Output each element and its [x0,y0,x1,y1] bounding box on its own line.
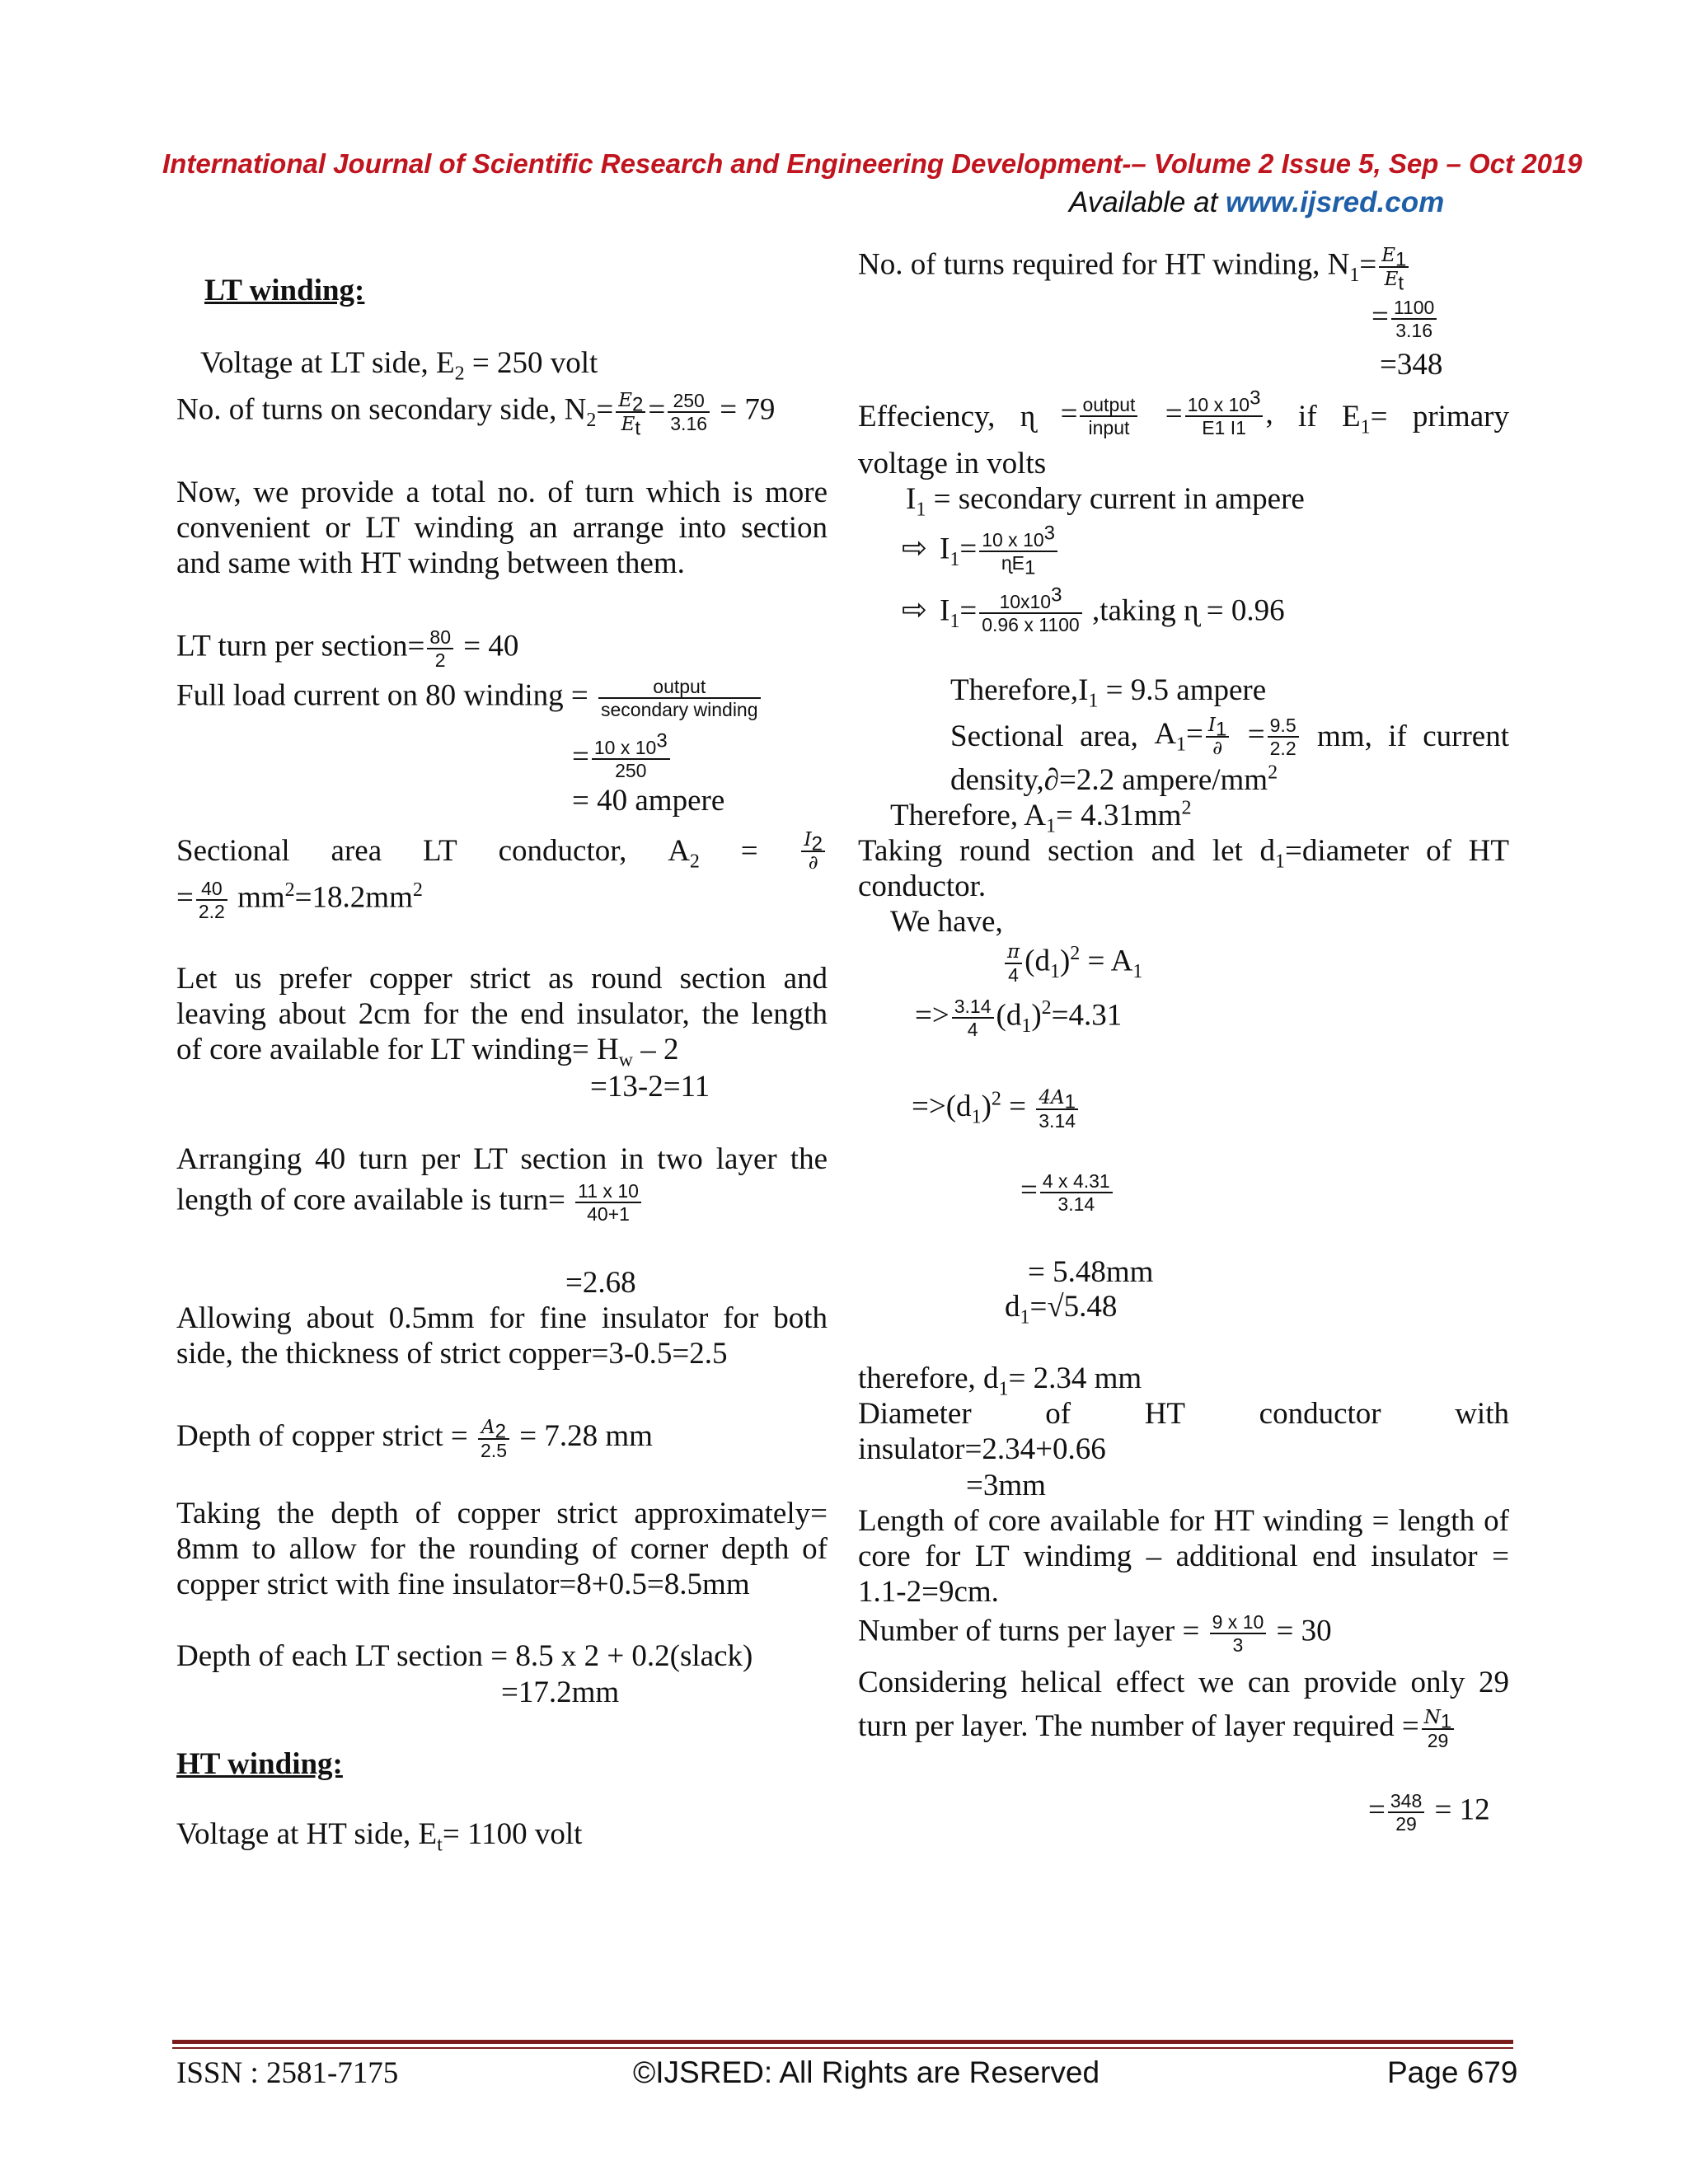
fraction: $\frac{\text{output}}{\text{secondary winding}}$ [598,676,761,720]
core-length-result: =13-2=11 [590,1070,710,1104]
copyright: ©IJSRED: All Rights are Reserved [633,2055,1100,2089]
journal-title: International Journal of Scientific Research and Engineering Development-– Volume 2 Issue 5, Sep – Oct 2019 [162,148,1582,179]
sectional-area-ht: Sectional area, $A_1=$ $\frac{I_1}{\partial}$ = $\frac{9.5}{2.2}$ mm, if current [950,714,1509,759]
d1-root: $d_1=√5.48$ [1005,1290,1118,1329]
fraction: $\frac{9 x 10}{3}$ [1210,1611,1267,1656]
page-number: Page 679 [1387,2055,1518,2089]
fraction: $\frac{40}{2.2}$ [196,878,227,922]
now-paragraph: Now, we provide a total no. of turn which is more convenient or LT winding an arrange into section and same with HT windng between them. [176,476,828,580]
we-have: We have, [890,905,1003,939]
fraction: $\frac{N_1}{29}$ [1422,1706,1454,1751]
copper-strict-paragraph: Let us prefer copper strict as round section and leaving about 2cm for the end insulator, the length of core available for LT winding= $H_w - 2$ [176,962,828,1071]
area-equation-2: => $\frac{3.14}{4}$ $(d_1)^2=4.31$ [915,996,1123,1040]
fraction: $\frac{10x10^3}{0.96 x 1100}$ [979,591,1082,635]
footer-rule [172,2040,1513,2044]
fraction: $\frac{10 x 10^3}{250}$ [592,737,670,781]
ht-turns-step: = $\frac{1100}{3.16}$ [1372,297,1439,341]
lt-voltage-line: Voltage at LT side, $E_2 = 250$ volt [200,346,598,385]
issn: ISSN : 2581-7175 [176,2056,399,2090]
arranging-equation: length of core available is turn= $\frac{11 x 10}{40+1}$ [176,1180,644,1225]
therefore-i1: $Therefore,I_1 = 9.5$ ampere [950,673,1267,712]
fraction: $\frac{A_2}{2.5}$ [478,1416,509,1461]
therefore-a1: Therefore, $A_1= 4.31mm^2$ [890,797,1192,837]
fraction: $\frac{10 x 10^3}{E1 I1}$ [1185,394,1264,438]
conductor-word: conductor. [858,869,987,903]
layers-result: = $\frac{348}{29}$ = 12 [1368,1790,1490,1835]
fraction: $\frac{E_2}{E_t}$ [616,389,645,435]
ht-winding-heading: HT winding: [176,1747,343,1781]
sectional-area-lt-result: = $\frac{40}{2.2}$ $mm^2=18.2mm^2$ [176,878,423,922]
available-prefix: Available at [1069,186,1226,218]
ht-voltage-line: Voltage at HT side, $E_t= 1100$ volt [176,1817,583,1856]
fraction: $\frac{I_1}{\partial}$ [1206,714,1229,759]
diameter-insulator: insulator=2.34+0.66 [858,1432,1106,1466]
full-load-step: = $\frac{10 x 10^3}{250}$ [572,737,673,781]
journal-url-link[interactable]: www.ijsred.com [1226,186,1445,218]
layers-required: turn per layer. The number of layer required = $\frac{N_1}{29}$ [858,1706,1456,1751]
diameter-result: =3mm [966,1469,1046,1502]
secondary-turns-equation: No. of turns on secondary side, $N_2=$ $\frac{E_2}{E_t}$ = $\frac{250}{3.16}$ = 79 [176,390,776,440]
fraction: $\frac{10 x 10^3}{ɳE_1}$ [979,529,1057,574]
lt-turn-per-section: LT turn per section= $\frac{80}{2}$ = 40 [176,626,519,671]
ht-turns-equation: No. of turns required for HT winding, $N_1=$ $\frac{E_1}{E_t}$ [858,244,1411,290]
fraction: $\frac{11 x 10}{40+1}$ [575,1180,641,1225]
ht-core-length-paragraph: Length of core available for HT winding = length of core for LT windimg – additional end insulator = 1.1-2=9cm. [858,1504,1509,1609]
implies-arrow-icon: ⇨ [902,593,928,627]
depth-lt-result: =17.2mm [501,1675,620,1709]
availability-line [1069,186,1444,219]
fraction: $\frac{E_1}{E_t}$ [1379,244,1409,290]
voltage-in-volts: voltage in volts [858,447,1047,480]
d1-squared-step: = $\frac{4 x 4.31}{3.14}$ [1020,1170,1115,1215]
round-section-line: Taking round section and let $d_1=diameter$ of HT [858,834,1509,873]
area-equation: $\frac{\pi}{4}$ $(d_1)^2 = A_1$ [1002,941,1142,986]
sectional-area-lt: Sectional area LT conductor, $A_2$ = $\frac{I_2}{\partial}$ [176,828,828,874]
i1-step-a: ⇨ $I_1=$ $\frac{10 x 10^3}{ɳE_1}$ [902,529,1060,574]
taking-depth-paragraph: Taking the depth of copper strict approximately= 8mm to allow for the rounding of corner depth of copper strict with fine insulator=8+0.5=8.5mm [176,1497,828,1601]
i1-step-b: ⇨ $I_1=$ $\frac{10x10^3}{0.96 x 1100}$ ,taking ɳ = 0.96 [902,583,1285,635]
arranging-line: Arranging 40 turn per LT section in two layer the [176,1142,828,1176]
depth-lt-section: Depth of each LT section = 8.5 x 2 + 0.2(slack) [176,1639,753,1673]
turns-per-layer: Number of turns per layer = $\frac{9 x 10}{3}$ = 30 [858,1611,1332,1656]
allowing-paragraph: Allowing about 0.5mm for fine insulator for both side, the thickness of strict copper=3-0.5=2.5 [176,1301,828,1371]
ht-turns-result: =348 [1380,348,1443,382]
full-load-result: = 40 ampere [572,784,725,818]
depth-copper-strict: Depth of copper strict = $\frac{A_2}{2.5}$ = 7.28 mm [176,1417,653,1461]
fraction: $\frac{9.5}{2.2}$ [1268,715,1299,759]
current-density: density,∂=2.2 ampere/$mm^2$ [950,762,1278,797]
footer-rule-thin [172,2047,1513,2049]
d1-squared-result: = 5.48mm [1028,1255,1154,1289]
fraction: $\frac{1100}{3.16}$ [1391,297,1437,341]
therefore-d1: therefore, $d_1= 2.34$ mm [858,1361,1142,1400]
implies-arrow-icon: ⇨ [902,531,928,565]
full-load-current: Full load current on 80 winding = $\frac{\text{output}}{\text{secondary winding}}$ [176,676,763,720]
fraction: $\frac{348}{29}$ [1388,1790,1424,1835]
i1-definition: $I_1$ = secondary current in ampere [906,482,1305,521]
helical-line: Considering helical effect we can provide only 29 [858,1666,1509,1699]
efficiency-equation: Effeciency, ɳ = $\frac{\text{output}}{\text{input}}$ = $\frac{10 x 10^3}{E1 I1}$ , if $E_1=$ primary [858,387,1509,438]
fraction: $\frac{80}{2}$ [427,626,453,671]
fraction: $\frac{250}{3.16}$ [668,390,710,434]
diameter-line: Diameter of HT conductor with [858,1397,1509,1431]
fraction: $\frac{3.14}{4}$ [952,996,994,1040]
fraction: $\frac{4A_1}{3.14}$ [1036,1086,1078,1132]
fraction: $\frac{I_2}{\partial}$ [801,828,824,874]
fraction: $\frac{4 x 4.31}{3.14}$ [1040,1170,1113,1215]
arranging-result: =2.68 [565,1266,636,1300]
lt-winding-heading: LT winding: [204,274,365,307]
d1-squared: $=>(d_1)^2$ = $\frac{4A_1}{3.14}$ [912,1086,1081,1132]
fraction: $\frac{\pi}{4}$ [1005,941,1022,986]
fraction: $\frac{\text{output}}{\text{input}}$ [1080,394,1137,438]
